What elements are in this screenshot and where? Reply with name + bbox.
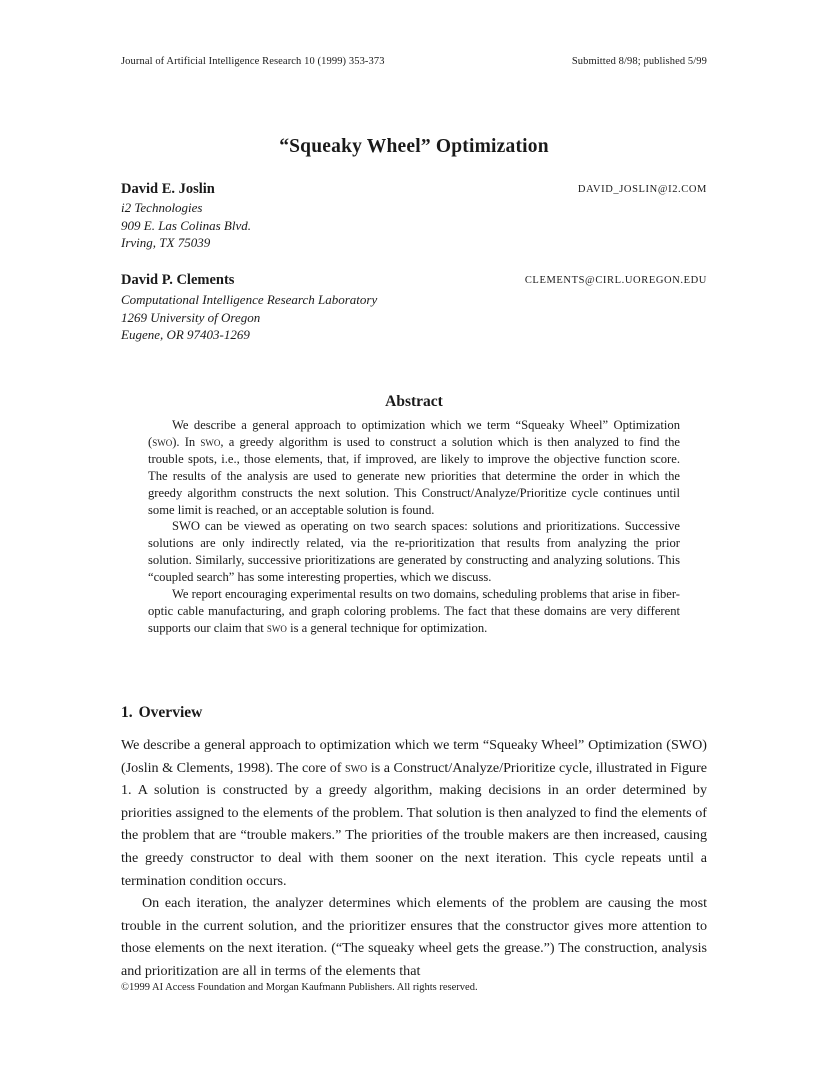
body-paragraph-2: On each iteration, the analyzer determines which elements of the problem are causing the most trouble in the current solution, and the prioritizer ensures that the constructor gives more attention to those elements on the next iteration. (“The squeaky wheel gets the grease.”) The construction, analysis and prioritization are all in terms of the elements that xyxy=(121,895,707,979)
copyright-footer: ©1999 AI Access Foundation and Morgan Kaufmann Publishers. All rights reserved. xyxy=(121,982,478,993)
abstract-heading: Abstract xyxy=(385,393,443,410)
section-heading xyxy=(121,704,208,722)
text-run: We describe a general approach to optimization which we term “Squeaky Wheel” Optimization ( xyxy=(148,418,680,449)
author-email-1: DAVID_JOSLIN@I2.COM xyxy=(577,184,707,195)
author-affiliation-2 xyxy=(121,291,377,344)
affiliation-line: 909 E. Las Colinas Blvd. xyxy=(121,217,252,233)
section-number: 1. xyxy=(121,704,133,721)
text-run: is a Construct/Analyze/Prioritize cycle, illustrated in Figure 1. A solution is constructed by a greedy algorithm, making decisions in an order determined by priorities assigned to the elements of the problem. That solution is then analyzed to find the elements of the problem that are “trouble makers.” The priorities of the trouble makers are then increased, causing the greedy constructor to deal with them sooner on the next iteration. This cycle repeats until a termination condition occurs. xyxy=(121,759,707,889)
affiliation-line: Eugene, OR 97403-1269 xyxy=(121,327,250,342)
affiliation-line: i2 Technologies xyxy=(121,200,203,215)
body-text xyxy=(121,734,707,983)
text-run: ). In xyxy=(172,434,201,449)
abstract-paragraph-1 xyxy=(148,417,680,518)
text-run: We describe a general approach to optimization which we term “Squeaky Wheel” Optimization (SWO) (Joslin & Clements, 1998). The core of xyxy=(121,737,707,776)
author-name-1: David E. Joslin xyxy=(121,181,215,197)
text-run: , a greedy algorithm is used to construct a solution which is then analyzed to find the trouble spots, i.e., those elements, that, if improved, are likely to improve the objective function score. The results of the analysis are used to generate new priorities that determine the order in which the greedy algorithm constructs the next solution. This Construct/Analyze/Prioritize cycle continues until some limit is reached, or an acceptable solution is found. xyxy=(148,434,680,517)
author-affiliation-1 xyxy=(121,199,251,252)
submission-dates: Submitted 8/98; published 5/99 xyxy=(571,56,707,67)
acronym: swo xyxy=(266,620,287,635)
acronym: swo xyxy=(152,434,173,449)
text-run: is a general technique for optimization. xyxy=(286,620,488,635)
section-title: Overview xyxy=(138,704,203,721)
body-paragraph-1 xyxy=(121,734,707,892)
affiliation-line: Computational Intelligence Research Laboratory xyxy=(121,292,378,307)
author-name-2: David P. Clements xyxy=(121,272,235,288)
abstract-body xyxy=(148,417,680,637)
text-run: We report encouraging experimental results on two domains, scheduling problems that arise in fiber-optic cable manufacturing, and graph coloring problems. The fact that these domains are very different supports our claim that xyxy=(148,587,680,635)
acronym: swo xyxy=(200,434,221,449)
author-email-2: CLEMENTS@CIRL.UOREGON.EDU xyxy=(524,275,707,286)
acronym: swo xyxy=(345,759,368,776)
abstract-paragraph-2: SWO can be viewed as operating on two search spaces: solutions and prioritizations. Successive solutions are only indirectly related, via the re-prioritization that results from analyzing the prior solution. Similarly, successive prioritizations are generated by constructing and analyzing solutions. This “coupled search” has some interesting properties, which we discuss. xyxy=(148,519,680,585)
journal-citation: Journal of Artificial Intelligence Research 10 (1999) 353-373 xyxy=(121,56,385,67)
paper-title: “Squeaky Wheel” Optimization xyxy=(279,136,549,157)
affiliation-line: 1269 University of Oregon xyxy=(121,309,261,325)
affiliation-line: Irving, TX 75039 xyxy=(121,235,211,250)
abstract-paragraph-3 xyxy=(148,586,680,637)
